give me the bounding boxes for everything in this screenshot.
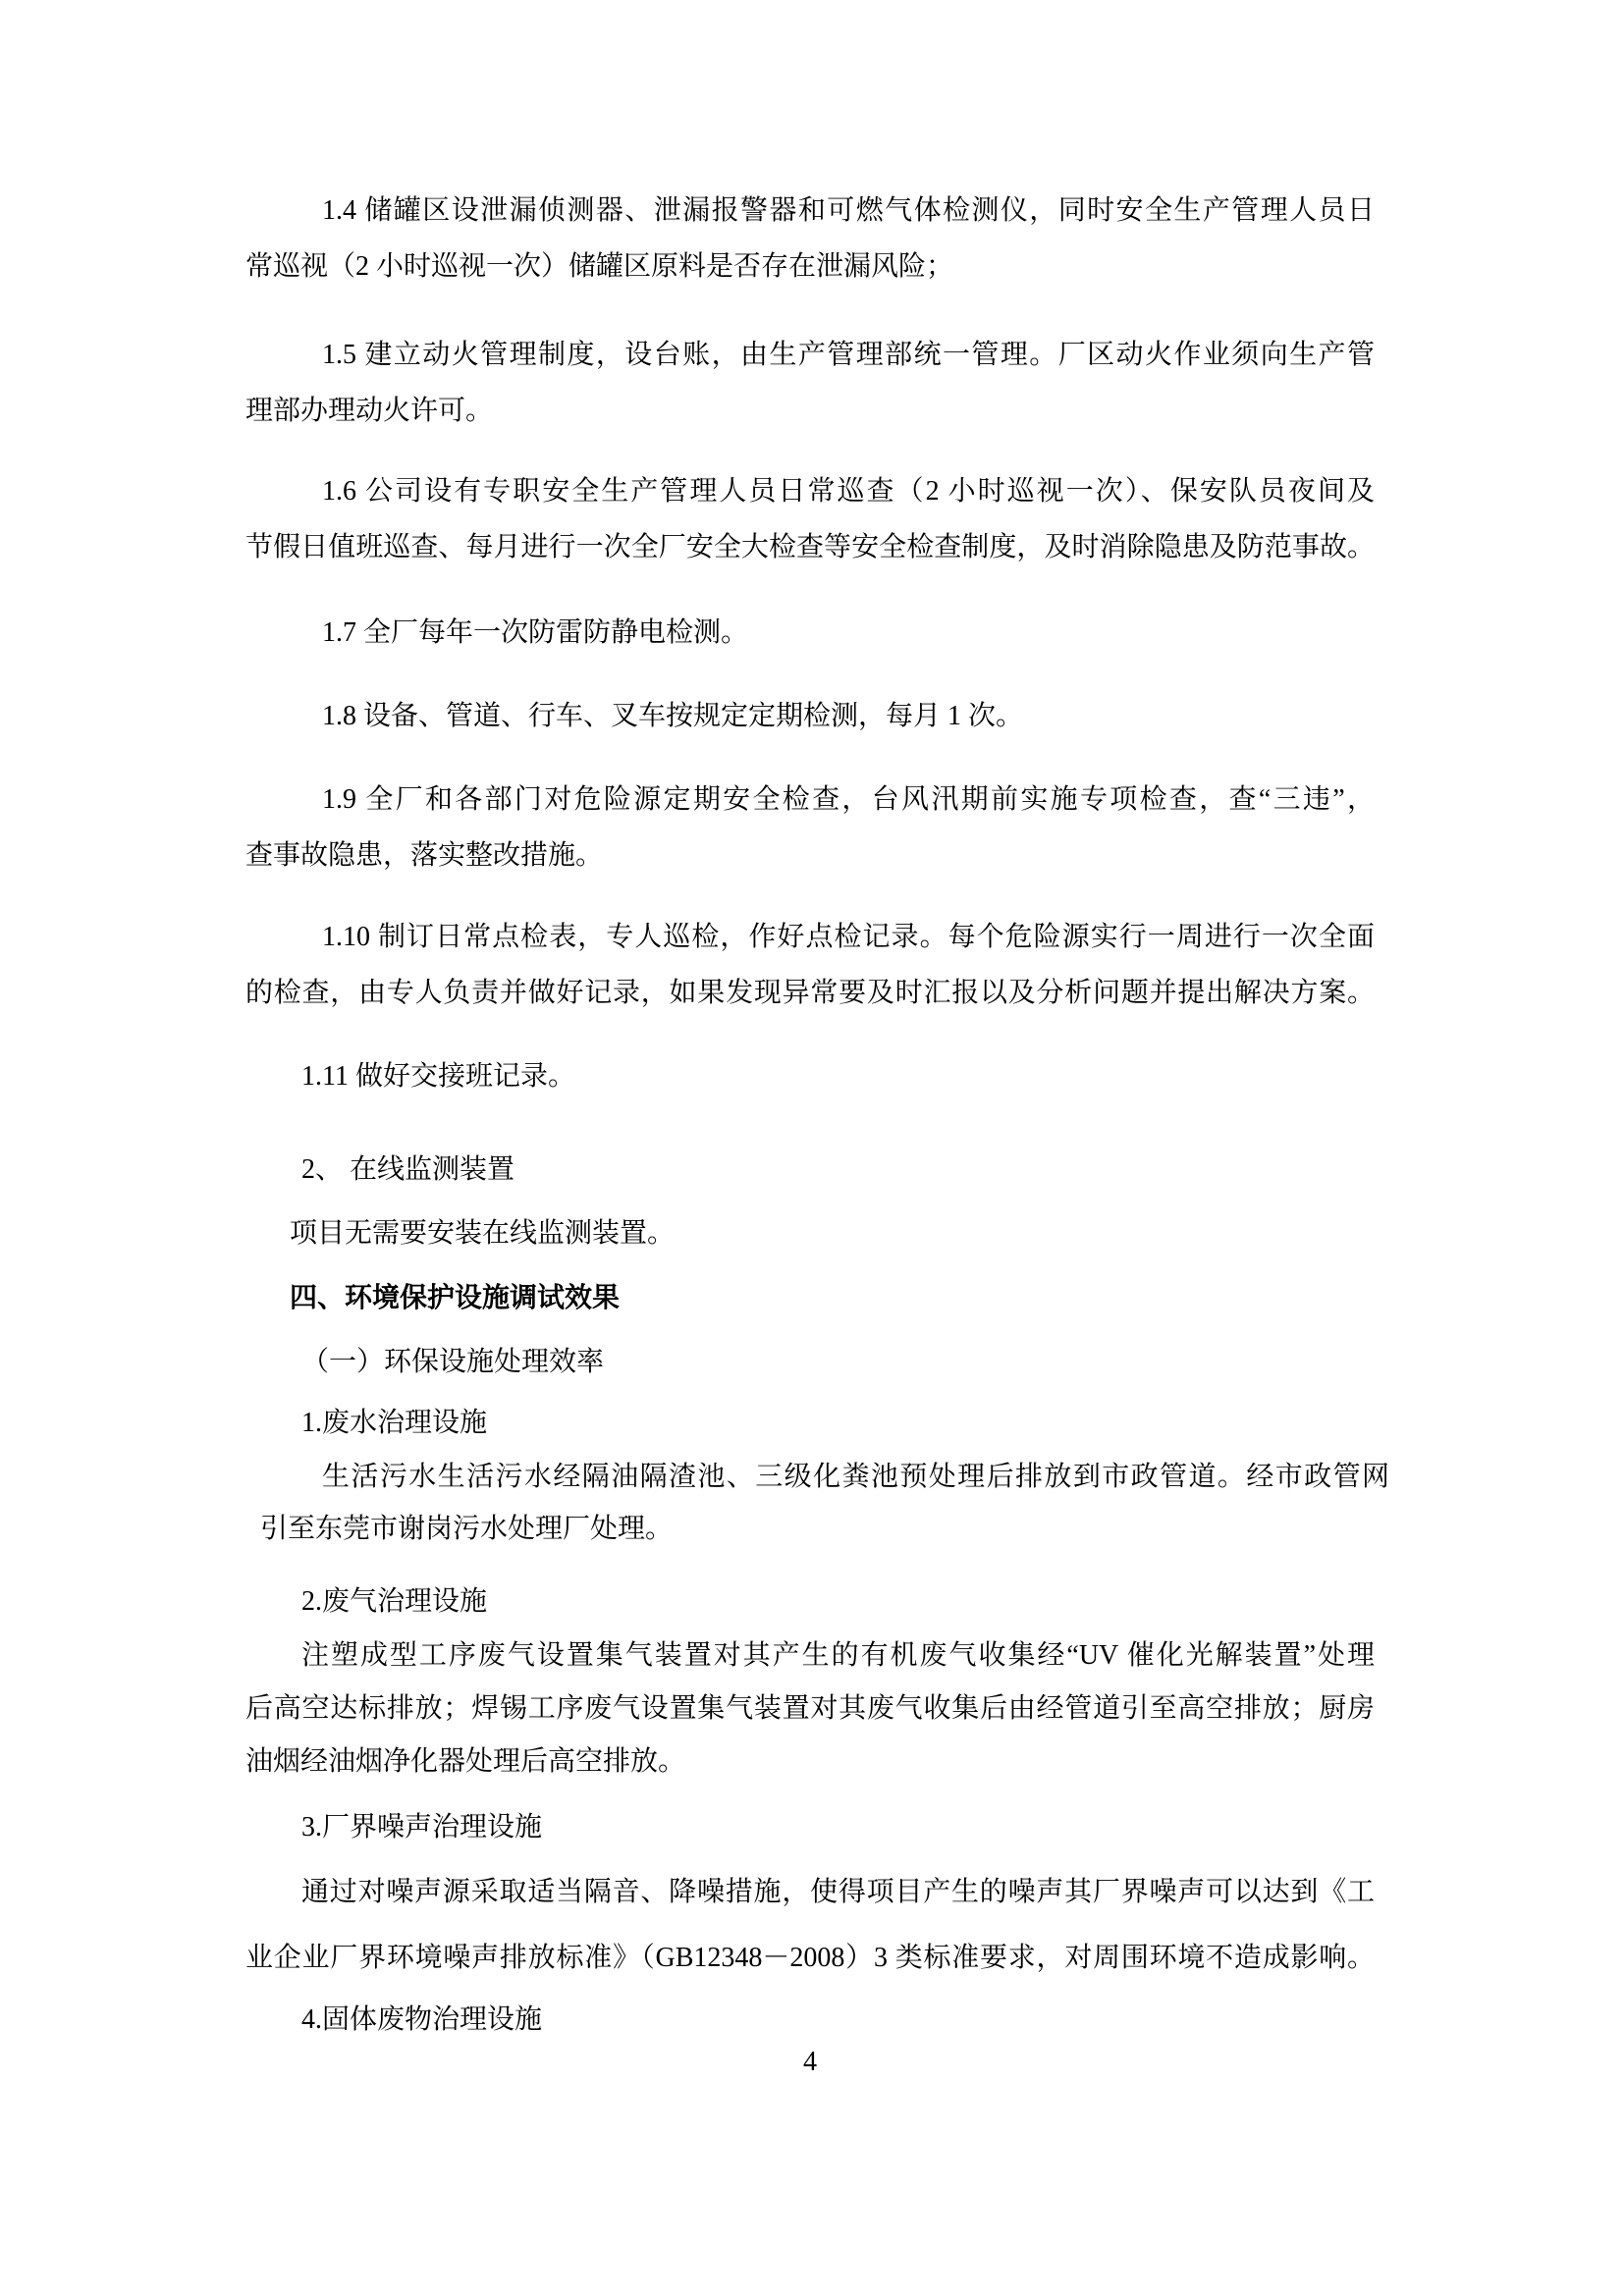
para-safety-1-6 xyxy=(245,463,1375,575)
text-line: 2、 在线监测装置 xyxy=(301,1154,515,1185)
para-safety-1-9 xyxy=(245,772,1375,883)
text-line: （一）环保设施处理效率 xyxy=(301,1347,605,1377)
text-line: 1.10 制订日常点检表，专人巡检，作好点检记录。每个危险源实行一周进行一次全面 xyxy=(322,922,1375,952)
page-number: 4 xyxy=(803,2047,817,2077)
text-line: 项目无需要安装在线监测装置。 xyxy=(290,1218,676,1249)
heading-solid-waste xyxy=(245,1992,1375,2048)
text-line: 2.废气治理设施 xyxy=(301,1586,488,1617)
text-line: 1.9 全厂和各部门对危险源定期安全检查，台风汛期前实施专项检查，查“三违”， xyxy=(322,784,1375,815)
text-line: 1.8 设备、管道、行车、叉车按规定定期检测，每月 1 次。 xyxy=(322,701,1024,731)
para-safety-1-11 xyxy=(245,1048,1375,1104)
para-safety-1-4 xyxy=(245,183,1375,294)
text-line: 1.5 建立动火管理制度，设台账，由生产管理部统一管理。厂区动火作业须向生产管 xyxy=(322,340,1375,370)
para-waste-gas-body xyxy=(245,1629,1375,1789)
heading-wastewater xyxy=(245,1395,1375,1451)
text-line: 1.6 公司设有专职安全生产管理人员日常巡查（2 小时巡视一次）、保安队员夜间及 xyxy=(322,476,1375,507)
text-line: 四、环境保护设施调试效果 xyxy=(290,1283,621,1313)
text-line: 1.11 做好交接班记录。 xyxy=(301,1061,575,1092)
text-line: 节假日值班巡查、每月进行一次全厂安全大检查等安全检查制度，及时消除隐患及防范事故。 xyxy=(245,532,1375,562)
text-line: 引至东莞市谢岗污水处理厂处理。 xyxy=(260,1514,674,1544)
text-line: 1.7 全厂每年一次防雷防静电检测。 xyxy=(322,617,749,648)
heading-subsection-one xyxy=(245,1334,1375,1390)
heading-online-monitoring xyxy=(245,1142,1375,1198)
text-line: 生活污水生活污水经隔油隔渣池、三级化粪池预处理后排放到市政管道。经市政管网 xyxy=(322,1462,1389,1492)
text-line: 注塑成型工序废气设置集气装置对其产生的有机废气收集经“UV 催化光解装置”处理 xyxy=(301,1640,1375,1671)
text-line: 1.废水治理设施 xyxy=(301,1408,488,1438)
text-line: 查事故隐患，落实整改措施。 xyxy=(245,840,604,871)
heading-noise xyxy=(245,1799,1375,1855)
para-safety-1-10 xyxy=(245,909,1375,1021)
text-line: 油烟经油烟净化器处理后高空排放。 xyxy=(245,1746,686,1777)
text-line: 后高空达标排放；焊锡工序废气设置集气装置对其废气收集后由经管道引至高空排放；厨房 xyxy=(245,1693,1375,1724)
para-online-monitoring-body xyxy=(245,1205,1375,1261)
text-line: 1.4 储罐区设泄漏侦测器、泄漏报警器和可燃气体检测仪，同时安全生产管理人员日 xyxy=(322,195,1375,226)
text-line: 通过对噪声源采取适当隔音、降噪措施，使得项目产生的噪声其厂界噪声可以达到《工 xyxy=(301,1877,1375,1907)
para-wastewater-body xyxy=(260,1451,1389,1555)
para-safety-1-5 xyxy=(245,327,1375,439)
para-safety-1-7 xyxy=(245,605,1375,661)
text-line: 理部办理动火许可。 xyxy=(245,396,494,426)
text-line: 的检查，由专人负责并做好记录，如果发现异常要及时汇报以及分析问题并提出解决方案。 xyxy=(245,978,1375,1008)
para-noise-body xyxy=(245,1859,1375,1991)
heading-waste-gas xyxy=(245,1574,1375,1629)
heading-section-four xyxy=(245,1270,1375,1326)
text-line: 常巡视（2 小时巡视一次）储罐区原料是否存在泄漏风险； xyxy=(245,251,954,282)
text-line: 业企业厂界环境噪声排放标准》（GB12348－2008）3 类标准要求，对周围环境不造成影响。 xyxy=(245,1943,1375,1973)
text-line: 4.固体废物治理设施 xyxy=(301,2004,543,2035)
para-safety-1-8 xyxy=(245,688,1375,744)
text-line: 3.厂界噪声治理设施 xyxy=(301,1812,543,1842)
